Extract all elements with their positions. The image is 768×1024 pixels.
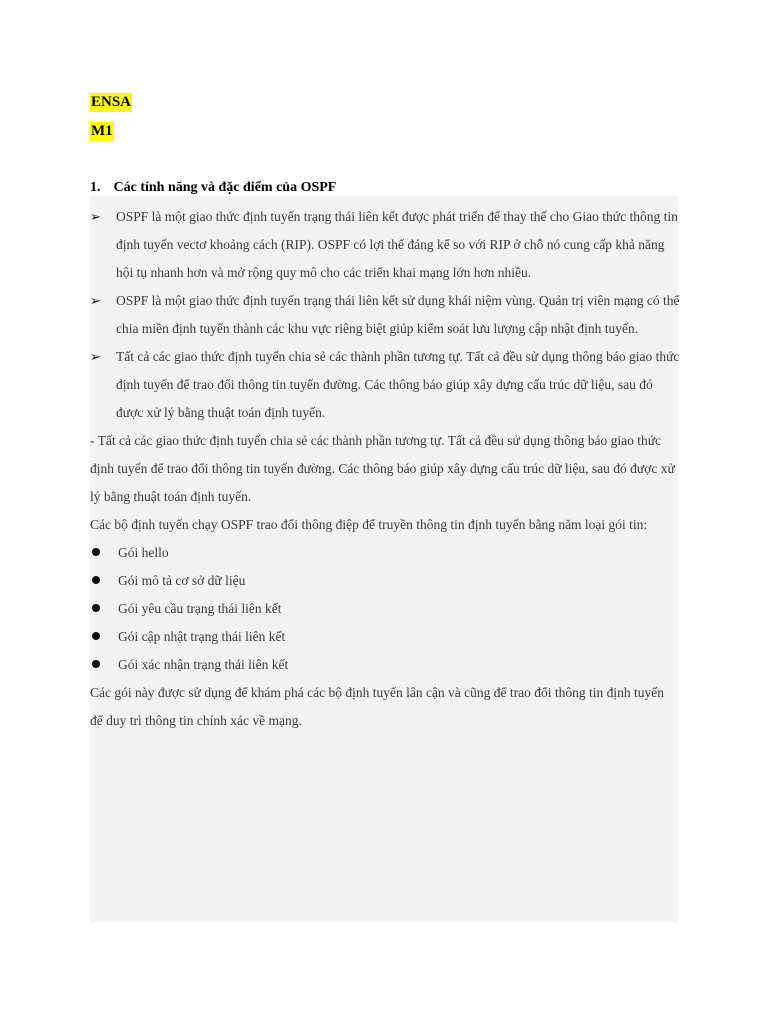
bullet-dot-icon bbox=[92, 604, 100, 612]
bullet-list-item-text: Gói cập nhật trạng thái liên kết bbox=[118, 629, 286, 644]
bullet-list-item bbox=[90, 651, 288, 679]
section-number: 1. bbox=[90, 180, 101, 195]
paragraph-routing-components: - Tất cả các giao thức định tuyến chia sẻ các thành phần tương tự. Tất cả đều sử dụng thông báo giao thức định tuyến để trao đổi thông tin tuyến đường. Các thông báo giúp xây dựng cấu trúc dữ liệu, sau đó được xử lý bằng thuật toán định tuyến. bbox=[90, 433, 675, 504]
paragraph-packet-purpose: Các gói này được sử dụng để khám phá các bộ định tuyến lân cận và cũng để trao đổi thông tin định tuyến để duy trì thông tin chính xác về mạng. bbox=[90, 685, 665, 728]
document-subtitle: M1 bbox=[91, 123, 113, 139]
arrow-list-item-text: OSPF là một giao thức định tuyến trạng thái liên kết sử dụng khái niệm vùng. Quản trị viên mạng có thể chia miền định tuyến thành các khu vực riêng biệt giúp kiểm soát lưu lượng cập nhật định tuyến. bbox=[116, 293, 680, 336]
bullet-list-item-text: Gói yêu cầu trạng thái liên kết bbox=[118, 601, 282, 616]
bullet-dot-icon bbox=[92, 632, 100, 640]
bullet-list-item bbox=[90, 539, 169, 567]
arrow-list-item bbox=[90, 203, 680, 287]
paragraph-packet-types-intro: Các bộ định tuyến chạy OSPF trao đổi thông điệp để truyền thông tin định tuyến bằng năm loại gói tin: bbox=[90, 517, 648, 532]
bullet-dot-icon bbox=[92, 660, 100, 668]
arrow-bullet-icon: ➢ bbox=[90, 209, 101, 224]
arrow-list-item-text: Tất cả các giao thức định tuyến chia sẻ các thành phần tương tự. Tất cả đều sử dụng thông báo giao thức định tuyến để trao đổi thông tin tuyến đường. Các thông báo giúp xây dựng cấu trúc dữ liệu, sau đó được xử lý bằng thuật toán định tuyến. bbox=[116, 349, 680, 420]
arrow-list-item-text: OSPF là một giao thức định tuyến trạng thái liên kết được phát triển để thay thế cho Giao thức thông tin định tuyến vectơ khoảng cách (RIP). OSPF có lợi thế đáng kể so với RIP ở chỗ nó cung cấp khả năng hội tụ nhanh hơn và mở rộng quy mô cho các triển khai mạng lớn hơn nhiều. bbox=[116, 209, 678, 280]
bullet-dot-icon bbox=[92, 548, 100, 556]
bullet-list-item bbox=[90, 595, 281, 623]
bullet-list-item-text: Gói mô tả cơ sở dữ liệu bbox=[118, 573, 246, 588]
section-heading bbox=[90, 180, 336, 196]
arrow-bullet-icon: ➢ bbox=[90, 293, 101, 308]
arrow-list-item bbox=[90, 287, 680, 343]
bullet-list-item bbox=[90, 623, 285, 651]
bullet-list-item-text: Gói xác nhận trạng thái liên kết bbox=[118, 657, 289, 672]
bullet-dot-icon bbox=[92, 576, 100, 584]
document-title: ENSA bbox=[91, 94, 132, 110]
section-title: Các tính năng và đặc điểm của OSPF bbox=[113, 180, 337, 195]
bullet-list-item bbox=[90, 567, 245, 595]
arrow-bullet-icon: ➢ bbox=[90, 349, 101, 364]
arrow-list-item bbox=[90, 343, 680, 427]
bullet-list-item-text: Gói hello bbox=[118, 545, 169, 560]
